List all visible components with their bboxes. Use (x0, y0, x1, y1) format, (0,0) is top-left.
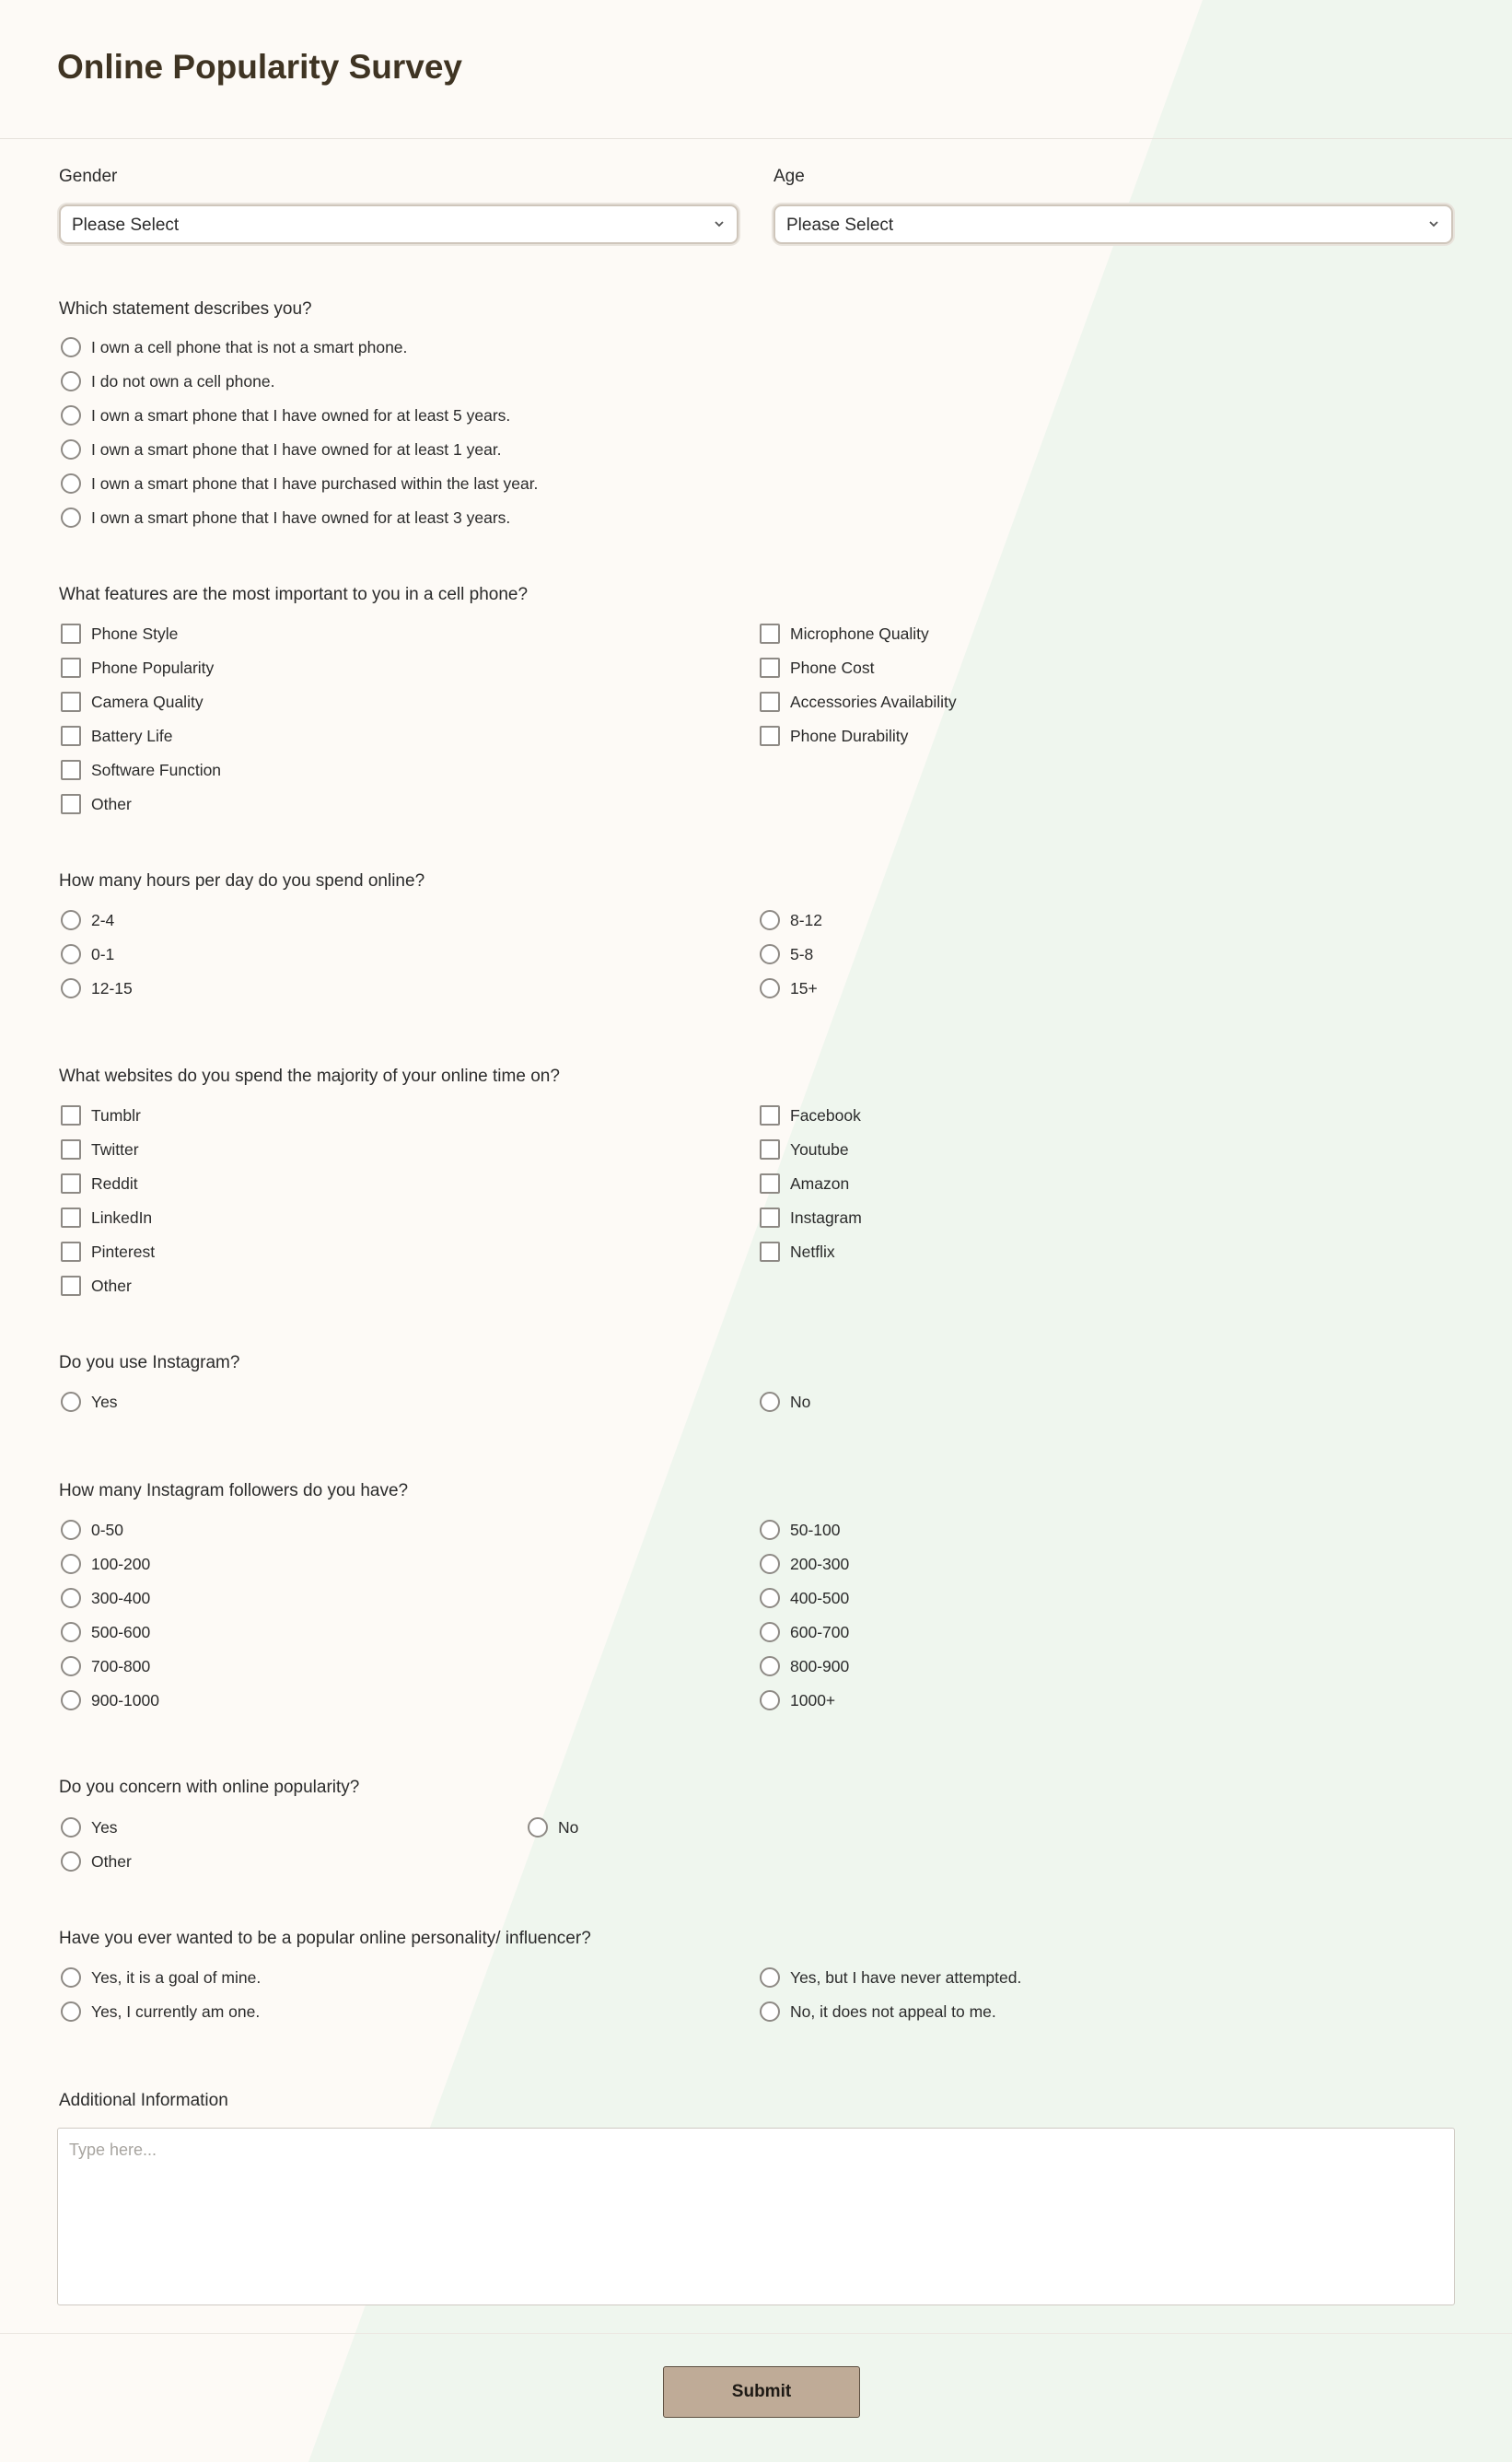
statement-option[interactable]: I own a cell phone that is not a smart phone. (61, 335, 407, 359)
radio-button[interactable] (61, 944, 81, 964)
followers-question: How many Instagram followers do you have? (59, 1481, 409, 1500)
footer-divider (0, 2333, 1512, 2334)
instagram-option[interactable]: No (760, 1390, 810, 1414)
checkbox[interactable] (61, 1208, 81, 1228)
checkbox[interactable] (760, 692, 780, 712)
instagram-question: Do you use Instagram? (59, 1353, 240, 1372)
radio-button[interactable] (760, 978, 780, 998)
followers-option[interactable]: 200-300 (760, 1552, 849, 1576)
followers-option[interactable]: 0-50 (61, 1518, 123, 1542)
radio-button[interactable] (61, 337, 81, 357)
features-question: What features are the most important to you in a cell phone? (59, 585, 529, 604)
followers-option[interactable]: 1000+ (760, 1688, 835, 1712)
radio-button[interactable] (61, 1622, 81, 1642)
checkbox[interactable] (61, 658, 81, 678)
checkbox[interactable] (61, 1242, 81, 1262)
influencer-option[interactable]: Yes, it is a goal of mine. (61, 1966, 261, 1989)
hours-option[interactable]: 2-4 (61, 908, 114, 932)
radio-button[interactable] (760, 2001, 780, 2022)
websites-option[interactable]: Youtube (760, 1138, 849, 1161)
gender-label: Gender (59, 167, 118, 186)
radio-button[interactable] (61, 1588, 81, 1608)
checkbox[interactable] (61, 1276, 81, 1296)
websites-option[interactable]: Pinterest (61, 1240, 155, 1264)
radio-button[interactable] (61, 910, 81, 930)
statement-question: Which statement describes you? (59, 299, 312, 319)
radio-button[interactable] (528, 1817, 548, 1838)
influencer-option[interactable]: Yes, I currently am one. (61, 2000, 260, 2024)
checkbox[interactable] (760, 1242, 780, 1262)
checkbox[interactable] (61, 1139, 81, 1160)
concern-option[interactable]: No (528, 1815, 578, 1839)
radio-button[interactable] (61, 1554, 81, 1574)
followers-option[interactable]: 900-1000 (61, 1688, 159, 1712)
radio-button[interactable] (61, 1851, 81, 1872)
radio-button[interactable] (61, 1520, 81, 1540)
checkbox[interactable] (61, 726, 81, 746)
features-option[interactable]: Microphone Quality (760, 622, 929, 646)
websites-option[interactable]: Twitter (61, 1138, 139, 1161)
followers-option[interactable]: 400-500 (760, 1586, 849, 1610)
features-option[interactable]: Phone Style (61, 622, 178, 646)
websites-option[interactable]: Reddit (61, 1172, 138, 1196)
radio-button[interactable] (61, 1690, 81, 1710)
websites-option[interactable]: Facebook (760, 1103, 861, 1127)
radio-button[interactable] (760, 1690, 780, 1710)
features-option[interactable]: Phone Durability (760, 724, 908, 748)
radio-button[interactable] (760, 1656, 780, 1676)
features-option[interactable]: Phone Cost (760, 656, 874, 680)
submit-button[interactable]: Submit (663, 2366, 860, 2418)
features-option[interactable]: Camera Quality (61, 690, 204, 714)
radio-button[interactable] (61, 1392, 81, 1412)
radio-button[interactable] (61, 371, 81, 391)
concern-option[interactable]: Other (61, 1849, 132, 1873)
hours-option[interactable]: 8-12 (760, 908, 822, 932)
websites-option[interactable]: Netflix (760, 1240, 835, 1264)
chevron-down-icon (1427, 217, 1440, 230)
additional-info-textarea[interactable] (57, 2128, 1455, 2305)
websites-option[interactable]: Other (61, 1274, 132, 1298)
radio-button[interactable] (61, 405, 81, 426)
radio-button[interactable] (61, 978, 81, 998)
followers-option[interactable]: 600-700 (760, 1620, 849, 1644)
statement-option[interactable]: I own a smart phone that I have owned for at least 1 year. (61, 438, 502, 461)
hours-option[interactable]: 0-1 (61, 942, 114, 966)
websites-option[interactable]: Amazon (760, 1172, 849, 1196)
age-label: Age (773, 167, 805, 186)
checkbox[interactable] (61, 760, 81, 780)
websites-option[interactable]: Instagram (760, 1206, 862, 1230)
radio-button[interactable] (760, 1392, 780, 1412)
radio-button[interactable] (760, 1554, 780, 1574)
websites-option[interactable]: Tumblr (61, 1103, 141, 1127)
influencer-option[interactable]: Yes, but I have never attempted. (760, 1966, 1021, 1989)
hours-question: How many hours per day do you spend online? (59, 871, 425, 891)
age-select[interactable] (773, 204, 1453, 244)
radio-button[interactable] (760, 910, 780, 930)
hours-option[interactable]: 12-15 (61, 976, 133, 1000)
influencer-question: Have you ever wanted to be a popular online personality/ influencer? (59, 1929, 591, 1948)
features-option[interactable]: Accessories Availability (760, 690, 957, 714)
concern-option[interactable]: Yes (61, 1815, 118, 1839)
radio-button[interactable] (61, 508, 81, 528)
checkbox[interactable] (61, 794, 81, 814)
followers-option[interactable]: 50-100 (760, 1518, 841, 1542)
features-option[interactable]: Battery Life (61, 724, 173, 748)
features-option[interactable]: Other (61, 792, 132, 816)
instagram-option[interactable]: Yes (61, 1390, 118, 1414)
checkbox[interactable] (61, 1173, 81, 1194)
statement-option[interactable]: I own a smart phone that I have owned for at least 5 years. (61, 403, 510, 427)
form-header (0, 0, 1512, 139)
age-select-value: Please Select (786, 216, 894, 235)
gender-select-value: Please Select (72, 216, 180, 235)
radio-button[interactable] (61, 1656, 81, 1676)
radio-button[interactable] (61, 1817, 81, 1838)
form-title: Online Popularity Survey (57, 48, 463, 86)
concern-question: Do you concern with online popularity? (59, 1778, 360, 1797)
influencer-option[interactable]: No, it does not appeal to me. (760, 2000, 996, 2024)
checkbox[interactable] (760, 1139, 780, 1160)
checkbox[interactable] (760, 658, 780, 678)
radio-button[interactable] (760, 1967, 780, 1988)
checkbox[interactable] (760, 726, 780, 746)
followers-option[interactable]: 500-600 (61, 1620, 150, 1644)
radio-button[interactable] (760, 1622, 780, 1642)
statement-option[interactable]: I own a smart phone that I have owned for at least 3 years. (61, 506, 510, 530)
checkbox[interactable] (760, 1208, 780, 1228)
statement-option[interactable]: I do not own a cell phone. (61, 369, 274, 393)
statement-option[interactable]: I own a smart phone that I have purchased within the last year. (61, 472, 538, 496)
websites-question: What websites do you spend the majority of your online time on? (59, 1067, 560, 1086)
websites-option[interactable]: LinkedIn (61, 1206, 152, 1230)
followers-option[interactable]: 700-800 (61, 1654, 150, 1678)
gender-select[interactable] (59, 204, 739, 244)
radio-button[interactable] (760, 944, 780, 964)
checkbox[interactable] (61, 1105, 81, 1126)
chevron-down-icon (713, 217, 726, 230)
features-option[interactable]: Software Function (61, 758, 221, 782)
radio-button[interactable] (61, 473, 81, 494)
followers-option[interactable]: 100-200 (61, 1552, 150, 1576)
additional-info-label: Additional Information (59, 2091, 228, 2110)
checkbox[interactable] (760, 1105, 780, 1126)
checkbox[interactable] (760, 624, 780, 644)
followers-option[interactable]: 800-900 (760, 1654, 849, 1678)
radio-button[interactable] (61, 1967, 81, 1988)
radio-button[interactable] (760, 1520, 780, 1540)
radio-button[interactable] (61, 439, 81, 460)
checkbox[interactable] (61, 624, 81, 644)
features-option[interactable]: Phone Popularity (61, 656, 214, 680)
followers-option[interactable]: 300-400 (61, 1586, 150, 1610)
radio-button[interactable] (760, 1588, 780, 1608)
hours-option[interactable]: 5-8 (760, 942, 813, 966)
hours-option[interactable]: 15+ (760, 976, 818, 1000)
checkbox[interactable] (61, 692, 81, 712)
radio-button[interactable] (61, 2001, 81, 2022)
checkbox[interactable] (760, 1173, 780, 1194)
